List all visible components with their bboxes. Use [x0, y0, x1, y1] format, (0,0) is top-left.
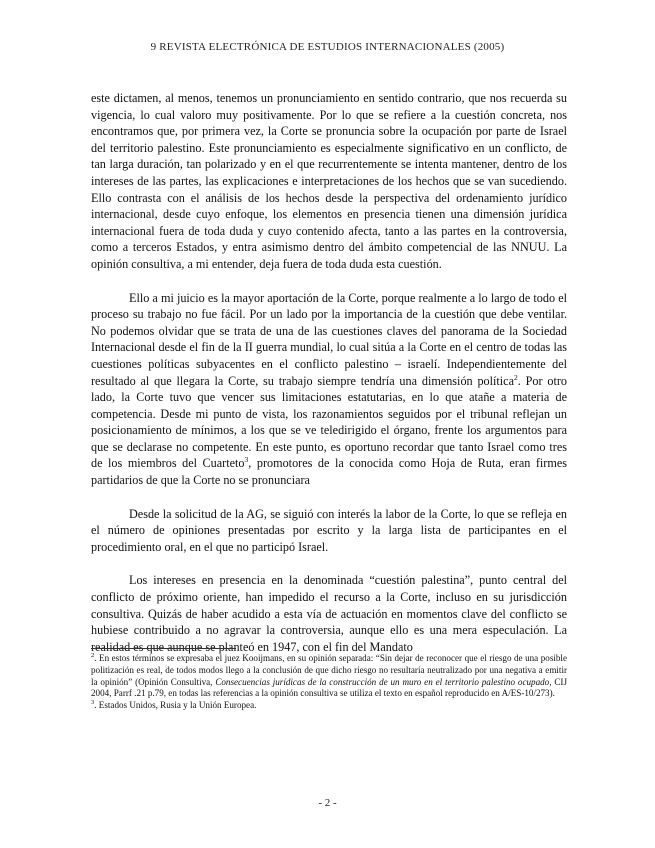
footnote-3 — [91, 700, 567, 712]
paragraph-2 — [91, 290, 567, 489]
paragraph-2-part-3: , promotores de la conocida como Hoja de Ruta, eran firmes partidarios de que la Corte no se pronunciara — [91, 456, 567, 488]
paragraph-2-part-2: . Por otro lado, la Corte tuvo que vencer sus limitaciones estatutarias, en lo que atañe a materia de competencia. Desde mi punto de vista, los razonamientos seguidos por el tribunal reflejan un posicionamiento de mínimos, a los que se ve teledirigido el órgano, frente los argumentos para que se declarase no competente. En este punto, es oportuno recordar que tanto Israel como tres de los miembros del Cuarteto — [91, 373, 567, 471]
footnote-ref-2: 2 — [514, 372, 518, 382]
footnote-2-text-b: , CIJ 2004, Parrf .21 p.79, en todas las referencias a la opinión consultiva se utiliza el texto en español reproducido en A/ES-10/273). — [91, 676, 567, 699]
running-head: 9 REVISTA ELECTRÓNICA DE ESTUDIOS INTERNACIONALES (2005) — [150, 41, 505, 53]
footnote-2 — [91, 653, 567, 700]
footnote-2-mark: 2 — [91, 651, 95, 659]
footnote-3-mark: 3 — [91, 699, 95, 707]
footnote-2-text-a: . En estos términos se expresaba el juez Kooijmans, en su opinión separada: “Sin dejar de reconocer que el riesgo de una posible politización es real, de todos modos llego a la conclusión de que dicho riesgo no resultaría neutralizado por una negativa a emitir la opinión” (Opinión Consultiva, — [91, 653, 567, 687]
page-number: - 2 - — [318, 797, 337, 809]
footnote-ref-3: 3 — [244, 455, 249, 465]
body-text — [91, 90, 567, 672]
footnote-3-text: . Estados Unidos, Rusia y la Unión Europea. — [94, 700, 257, 711]
paragraph-3: Desde la solicitud de la AG, se siguió con interés la labor de la Corte, lo que se refleja en el número de opiniones presentadas por escrito y la larga lista de participantes en el procedimiento oral, en el que no participó Israel. — [91, 506, 567, 554]
paragraph-4: Los intereses en presencia en la denominada “cuestión palestina”, punto central del conflicto de próximo oriente, han impedido el recurso a la Corte, incluso en su jurisdicción consultiva. Quizás de haber acudido a esta vía de actuación en momentos clave del conflicto se hubiese contribuido a no agravar la controversia, aunque ello es una mera especulación. La realidad es que aunque se planteó en 1947, con el fin del Mandato — [91, 573, 567, 654]
footnote-separator — [91, 648, 236, 649]
paragraph-1: este dictamen, al menos, tenemos un pronunciamiento en sentido contrario, que nos recuerda su vigencia, lo cual valoro muy positivamente. Por lo que se refiere a la cuestión concreta, nos encontramos que, por primera vez, la Corte se pronuncia sobre la ocupación por parte de Israel del territorio palestino. Este pronunciamiento es especialmente significativo en un conflicto, de tan larga duración, tan polarizado y en el que recurrentemente se intenta mantener, dentro de los intereses de las partes, las explicaciones e interpretaciones de los hechos que se van sucediendo. Ello contrasta con el análisis de los hechos desde la perspectiva del ordenamiento jurídico internacional, desde cuyo enfoque, los elementos en presencia tienen una dimensión jurídica internacional fuera de toda duda y cuyo contenido afecta, tanto a las partes en la controversia, como a terceros Estados, y entra asimismo dentro del ámbito competencial de las NNUU. La opinión consultiva, a mi entender, deja fuera de toda duda esta cuestión. — [91, 91, 567, 271]
footnotes — [91, 653, 567, 712]
paragraph-2-part-1: Ello a mi juicio es la mayor aportación de la Corte, porque realmente a lo largo de todo el proceso su trabajo no fue fácil. Por un lado por la importancia de la cuestión que debe ventilar. No podemos olvidar que se trata de una de las cuestiones claves del panorama de la Sociedad Internacional desde el fin de la II guerra mundial, lo cual sitúa a la Corte en el centro de todas las cuestiones políticas subyacentes en el conflicto palestino – israelí. Independientemente del resultado al que llegara la Corte, su trabajo siempre tendría una dimensión política — [91, 290, 567, 388]
footnote-2-italic-title: Consecuencias jurídicas de la construcción de un muro en el territorio palestino ocupado — [215, 676, 550, 687]
